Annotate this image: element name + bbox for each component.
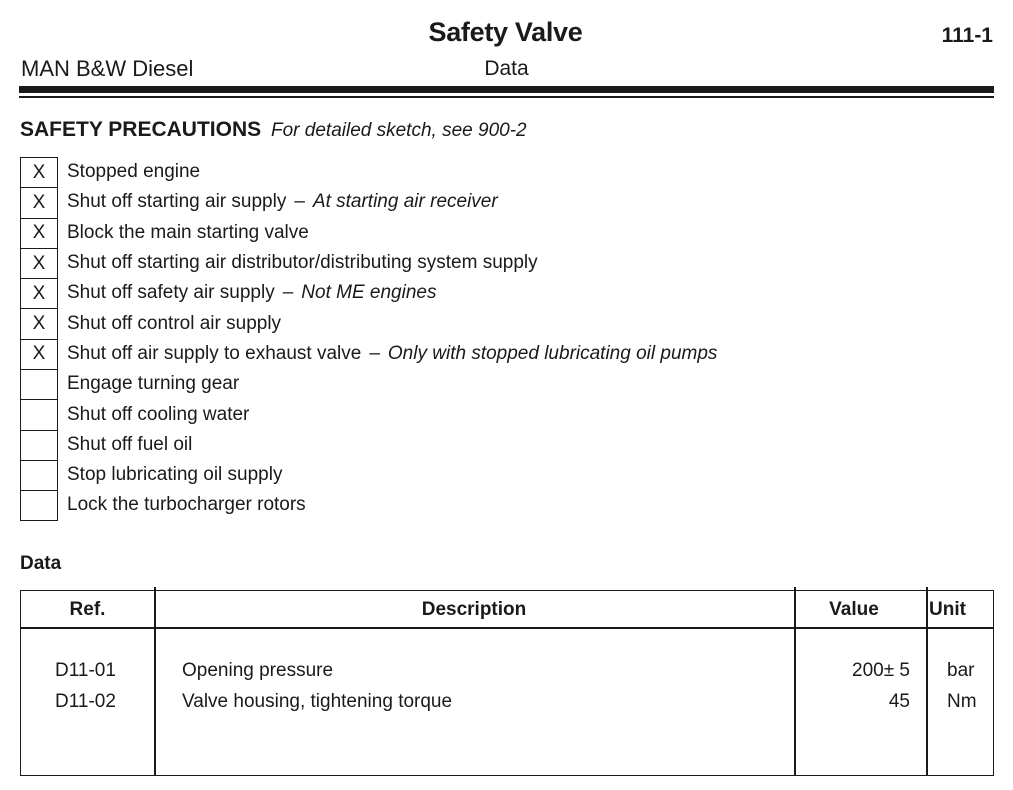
checklist-item [20,157,717,187]
checklist-label: Stop lubricating oil supply [67,464,283,486]
checklist-label: Engage turning gear [67,373,240,395]
checklist-label: Shut off starting air supply – At starting air receiver [67,191,498,213]
checklist-label: Shut off air supply to exhaust valve – Only with stopped lubricating oil pumps [67,342,718,364]
checklist-label: Lock the turbocharger rotors [67,494,306,516]
checklist-item [20,308,717,338]
safety-precautions-heading [20,118,527,142]
checkbox[interactable]: X [20,248,58,278]
cell-description: Opening pressure [182,660,334,681]
checklist-item [20,490,717,520]
checklist-item [20,339,717,369]
cell-unit: bar [947,660,975,681]
checkbox[interactable] [20,399,58,429]
column-header-description: Description [421,599,527,620]
checkbox[interactable]: X [20,308,58,338]
column-header-ref: Ref. [69,599,106,620]
checkbox[interactable]: X [20,278,58,308]
column-header-unit: Unit [929,599,966,620]
checklist-item [20,248,717,278]
checklist-label: Stopped engine [67,161,201,183]
checklist-label: Shut off starting air distributor/distributing system supply [67,252,538,274]
cell-description: Valve housing, tightening torque [182,691,453,712]
company-name: MAN B&W Diesel [21,56,194,81]
checklist-item [20,460,717,490]
sketch-reference-note: For detailed sketch, see 900-2 [271,120,527,141]
data-section-heading: Data [20,553,62,574]
safety-checklist [20,157,717,521]
checkbox[interactable]: X [20,218,58,248]
cell-ref: D11-02 [55,691,116,712]
checkbox[interactable] [20,430,58,460]
header-divider [21,627,993,629]
safety-precautions-title: SAFETY PRECAUTIONS [20,118,262,141]
header-rule-thin [19,96,994,98]
checkbox[interactable] [20,490,58,521]
column-divider [926,587,928,775]
checklist-item [20,187,717,217]
cell-value: 45 [888,691,910,712]
checklist-note: Not ME engines [301,282,437,304]
checkbox[interactable] [20,369,58,399]
checklist-label: Block the main starting valve [67,221,309,243]
checklist-item [20,430,717,460]
checklist-item [20,399,717,429]
checklist-item [20,278,717,308]
page-title: Safety Valve [428,17,583,47]
checkbox[interactable]: X [20,187,58,217]
column-header-value: Value [829,599,879,620]
checklist-note: Only with stopped lubricating oil pumps [387,342,718,364]
checklist-note: At starting air receiver [312,191,498,213]
checkbox[interactable]: X [20,339,58,369]
header-rule-thick [19,86,994,93]
checklist-item [20,218,717,248]
checkbox[interactable] [20,460,58,490]
page-subtitle: Data [484,57,529,80]
checklist-label: Shut off control air supply [67,312,282,334]
checkbox[interactable]: X [20,157,58,187]
checklist-label: Shut off cooling water [67,403,250,425]
data-table [20,590,994,776]
checklist-label: Shut off fuel oil [67,433,193,455]
document-number: 111-1 [941,24,993,47]
cell-value: 200± 5 [852,660,910,681]
checklist-item [20,369,717,399]
cell-ref: D11-01 [55,660,116,681]
cell-unit: Nm [947,691,977,712]
checklist-label: Shut off safety air supply – Not ME engines [67,282,437,304]
